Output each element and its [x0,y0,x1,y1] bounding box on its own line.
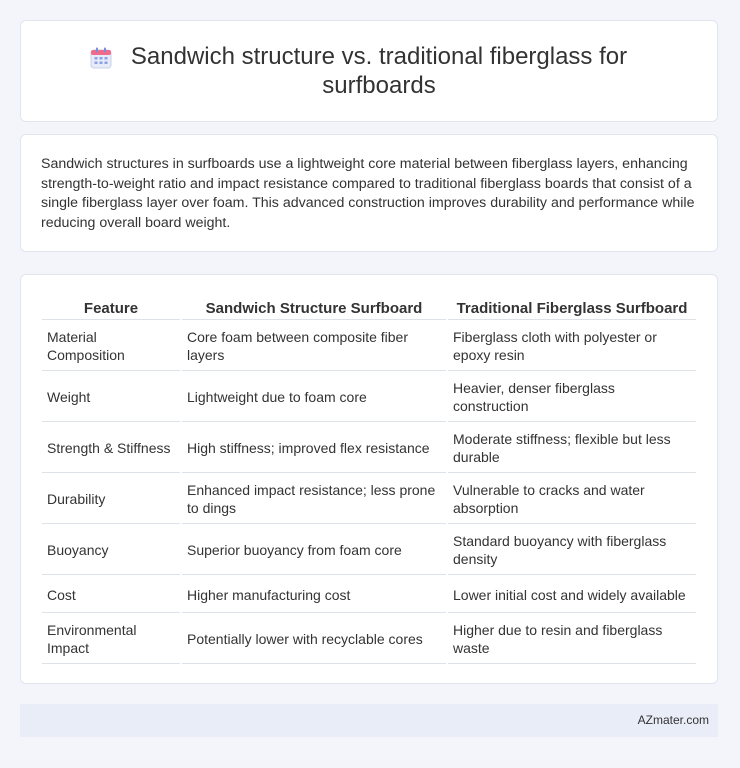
page-title: Sandwich structure vs. traditional fiberglass for surfboards [130,43,628,99]
feature-cell: Weight [42,373,180,422]
title-wrap [89,42,649,100]
intro-card [20,134,718,252]
comparison-table [40,295,698,666]
feature-cell: Buoyancy [42,526,180,575]
table-header-row [42,297,696,320]
sandwich-cell: Core foam between composite fiber layers [182,322,446,371]
sandwich-cell: Lightweight due to foam core [182,373,446,422]
table-row [42,577,696,613]
table-row [42,373,696,422]
sandwich-cell: Superior buoyancy from foam core [182,526,446,575]
header-sandwich: Sandwich Structure Surfboard [182,297,446,320]
feature-cell: Material Composition [42,322,180,371]
table-row [42,424,696,473]
table-row [42,615,696,664]
table-row [42,526,696,575]
traditional-cell: Fiberglass cloth with polyester or epoxy resin [448,322,696,371]
traditional-cell: Vulnerable to cracks and water absorption [448,475,696,524]
traditional-cell: Moderate stiffness; flexible but less durable [448,424,696,473]
footer [20,704,718,737]
sandwich-cell: Enhanced impact resistance; less prone to dings [182,475,446,524]
feature-cell: Strength & Stiffness [42,424,180,473]
calendar-icon [89,46,113,70]
traditional-cell: Higher due to resin and fiberglass waste [448,615,696,664]
sandwich-cell: Potentially lower with recyclable cores [182,615,446,664]
traditional-cell: Lower initial cost and widely available [448,577,696,613]
header-traditional: Traditional Fiberglass Surfboard [448,297,696,320]
comparison-card [20,274,718,684]
feature-cell: Environmental Impact [42,615,180,664]
traditional-cell: Standard buoyancy with fiberglass density [448,526,696,575]
sandwich-cell: High stiffness; improved flex resistance [182,424,446,473]
feature-cell: Cost [42,577,180,613]
header-feature: Feature [42,297,180,320]
intro-paragraph: Sandwich structures in surfboards use a lightweight core material between fiberglass layers, enhancing strength-to-weight ratio and impact resistance compared to traditional fiberglass boards that consist of a single fiberglass layer over foam. This advanced construction improves durability and performance while reducing overall board weight. [41,156,695,231]
traditional-cell: Heavier, denser fiberglass construction [448,373,696,422]
title-card [20,20,718,122]
sandwich-cell: Higher manufacturing cost [182,577,446,613]
feature-cell: Durability [42,475,180,524]
footer-brand[interactable]: AZmater.com [637,713,709,727]
table-row [42,322,696,371]
table-row [42,475,696,524]
